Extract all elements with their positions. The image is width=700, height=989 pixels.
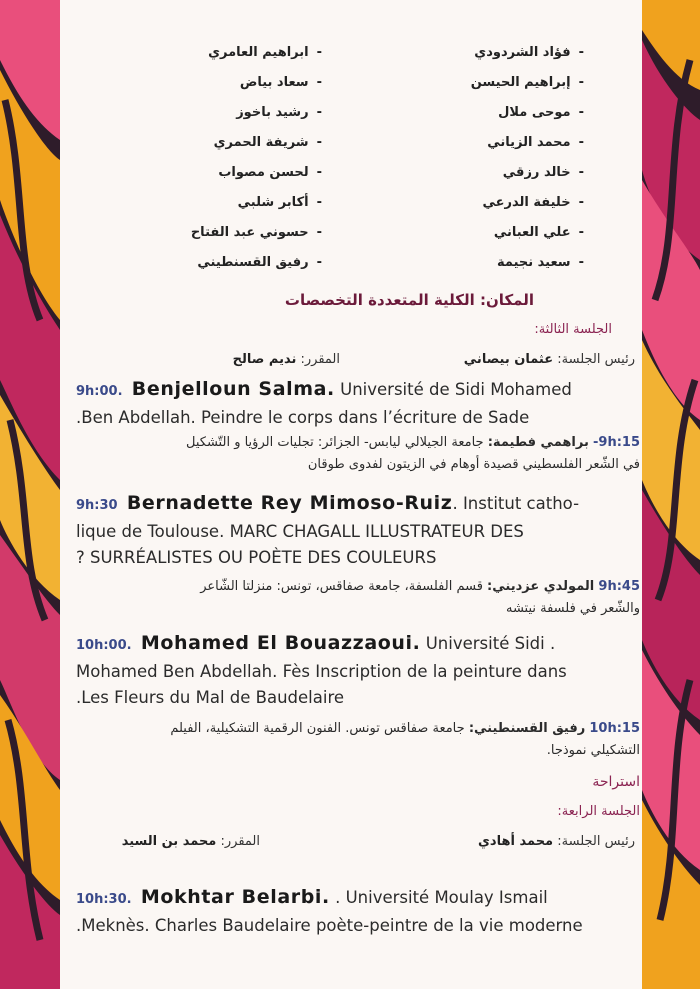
talk-author: براهمي فطيمة: xyxy=(487,435,589,450)
talk-entry: 9h:15- براهمي فطيمة: جامعة الجيلالي ليابس- الجزائر: تجليات الرؤيا و التّشكيل في الشّعر الفلسطيني قصيدة أوهام في الزيتون لفدوى طوقان xyxy=(186,435,640,472)
participant-name: -لحسن مصواب xyxy=(218,165,322,180)
talk-author: Mokhtar Belarbi. xyxy=(140,886,330,908)
participant-name: -ابراهيم العامري xyxy=(208,45,322,60)
participant-name: -محمد الزياني xyxy=(487,135,584,150)
participant-name: -رفيق القسنطيني xyxy=(197,255,322,270)
talk-time: 10h:30. xyxy=(76,892,132,907)
participant-name: -أكابر شلبي xyxy=(237,195,322,210)
session3-chair: رئيس الجلسة: عثمان بيصاني xyxy=(463,352,635,367)
participant-name: -فؤاد الشردودي xyxy=(474,45,584,60)
participant-name: -شريفة الحمري xyxy=(213,135,322,150)
participant-name: -سعيد نجيمة xyxy=(496,255,584,270)
venue-heading: المكان: الكلية المتعددة التخصصات xyxy=(284,291,534,309)
participant-name: -إبراهيم الحيسن xyxy=(470,75,584,90)
talk-time: 9h:15- xyxy=(593,435,640,450)
talk-entry: 9h:00. Benjelloun Salma. Université de Sidi Mohamed .Ben Abdellah. Peindre le corps dans l’écriture de Sade xyxy=(76,378,572,427)
participant-name: -خليفة الدرعي xyxy=(482,195,584,210)
talk-author: Benjelloun Salma. xyxy=(131,378,335,400)
session4-title: الجلسة الرابعة: xyxy=(557,804,640,819)
participants-list xyxy=(60,38,642,268)
talk-author: المولدي عزديني: xyxy=(487,579,595,594)
session3-title: الجلسة الثالثة: xyxy=(534,322,612,337)
talk-time: 10h:15 xyxy=(589,721,640,736)
participants-right-column xyxy=(471,38,584,278)
talk-entry: 10h:15 رفيق القسنطيني: جامعة صفاقس تونس. الفنون الرقمية التشكيلية، الفيلم التشكيلي نموذجا. xyxy=(170,721,640,758)
talk-entry: 10h:00. Mohamed El Bouazzaoui. Université Sidi . Mohamed Ben Abdellah. Fès Inscription de la peinture dans .Les Fleurs du Mal de Baudelaire xyxy=(76,632,567,707)
talk-time: 9h:00. xyxy=(76,384,123,399)
participant-name: -موحى ملال xyxy=(498,105,584,120)
talk-time: 10h:00. xyxy=(76,638,132,653)
talk-author: Bernadette Rey Mimoso-Ruiz xyxy=(126,492,453,514)
talk-author: Mohamed El Bouazzaoui. xyxy=(140,632,421,654)
participant-name: -علي العباني xyxy=(493,225,584,240)
talk-entry: 9h:45 المولدي عزديني: قسم الفلسفة، جامعة صفاقس، تونس: منزلتا الشّاعر والشّعر في فلسفة نيتشه xyxy=(200,579,640,616)
talk-time: 9h:30 xyxy=(76,498,118,513)
talk-author: رفيق القسنطيني: xyxy=(468,721,586,736)
session3-rapporteur: المقرر: نديم صالح xyxy=(232,352,340,367)
session4-chair: رئيس الجلسة: محمد أهادي xyxy=(478,834,635,849)
break-label: استراحة xyxy=(592,774,640,790)
participant-name: -سعاد بياض xyxy=(239,75,322,90)
talk-entry: 10h:30. Mokhtar Belarbi. . Université Moulay Ismail .Meknès. Charles Baudelaire poète-peintre de la vie moderne xyxy=(76,886,583,935)
session4-rapporteur: المقرر: محمد بن السيد xyxy=(121,834,260,849)
participants-left-column xyxy=(191,38,322,278)
participant-name: -خالد رزقي xyxy=(502,165,584,180)
talk-entry: 9h:30 Bernadette Rey Mimoso-Ruiz. Institut catho- lique de Toulouse. MARC CHAGALL ILLUSTRATEUR DES ? SURRÉALISTES OU POÈTE DES COULEURS xyxy=(76,492,580,567)
participant-name: -رشيد باخوز xyxy=(236,105,322,120)
participant-name: -حسوني عبد الفتاح xyxy=(190,225,322,240)
talk-time: 9h:45 xyxy=(598,579,640,594)
